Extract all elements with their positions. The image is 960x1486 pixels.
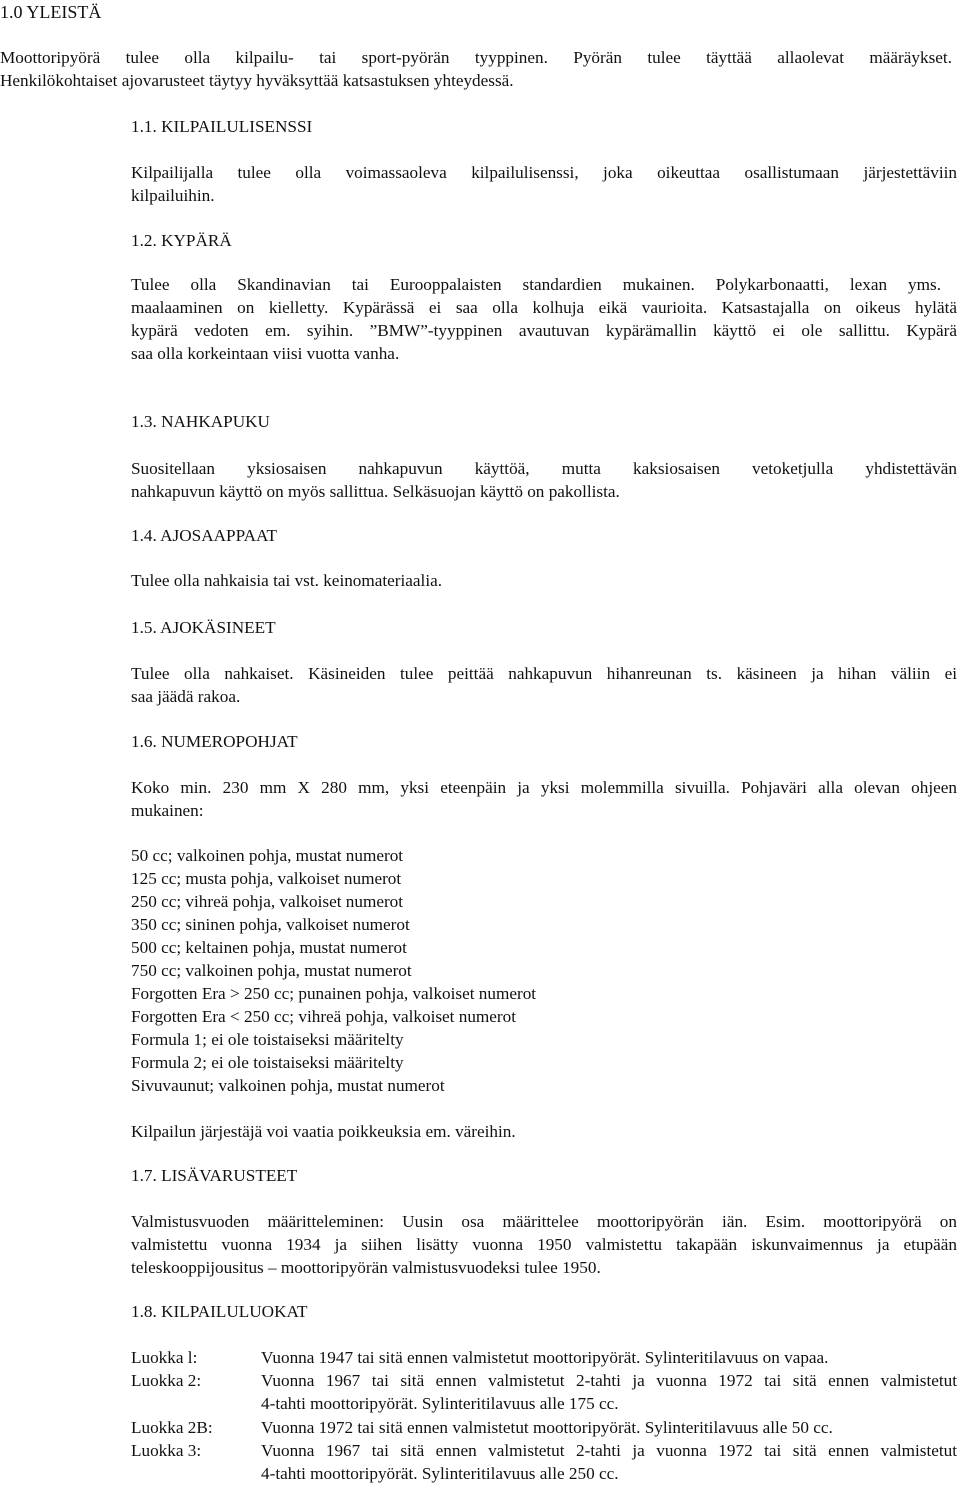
class-description: Vuonna 1967 tai sitä ennen valmistetut 2-tahti ja vuonna 1972 tai sitä ennen valmistetut [261, 1441, 957, 1460]
color-list-item: 350 cc; sininen pohja, valkoiset numerot [131, 915, 410, 934]
color-list-item: 750 cc; valkoinen pohja, mustat numerot [131, 961, 412, 980]
main-heading: 1.0 YLEISTÄ [0, 2, 102, 22]
section-heading-nahkapuku: 1.3. NAHKAPUKU [131, 412, 270, 431]
class-label: Luokka 2B: [131, 1418, 213, 1437]
paragraph-line: nahkapuvun käyttö on myös sallittua. Selkäsuojan käyttö on pakollista. [131, 482, 620, 501]
color-list-item: Formula 1; ei ole toistaiseksi määritelty [131, 1030, 404, 1049]
paragraph-line: saa jäädä rakoa. [131, 687, 241, 706]
color-list-item: 250 cc; vihreä pohja, valkoiset numerot [131, 892, 404, 911]
paragraph-line: saa olla korkeintaan viisi vuotta vanha. [131, 344, 400, 363]
class-label: Luokka 2: [131, 1371, 202, 1390]
paragraph-line: Tulee olla Skandinavian tai Eurooppalaisten standardien mukainen. Polykarbonaatti, lexan yms. [131, 275, 941, 294]
color-list-item: Formula 2; ei ole toistaiseksi määritelty [131, 1053, 404, 1072]
paragraph-line: Valmistusvuoden määritteleminen: Uusin osa määrittelee moottoripyörän iän. Esim. moottoripyörä on [131, 1212, 957, 1231]
section-heading-ajosaappaat: 1.4. AJOSAAPPAAT [131, 526, 277, 545]
color-list-item: 50 cc; valkoinen pohja, mustat numerot [131, 846, 404, 865]
paragraph-line: Kilpailijalla tulee olla voimassaoleva kilpailulisenssi, joka oikeuttaa osallistumaan järjestettäviin [131, 163, 957, 182]
paragraph-line: Suositellaan yksiosaisen nahkapuvun käyttöä, mutta kaksiosaisen vetoketjulla yhdistettävän [131, 459, 957, 478]
paragraph-line: Tulee olla nahkaisia tai vst. keinomateriaalia. [131, 571, 443, 590]
color-list-item: 125 cc; musta pohja, valkoiset numerot [131, 869, 402, 888]
section-heading-kilpailuluokat: 1.8. KILPAILULUOKAT [131, 1302, 308, 1321]
intro-line-1: Moottoripyörä tulee olla kilpailu- tai sport-pyörän tyyppinen. Pyörän tulee täyttää allaolevat määräykset. [0, 48, 952, 67]
class-description: Vuonna 1967 tai sitä ennen valmistetut 2-tahti ja vuonna 1972 tai sitä ennen valmistetut [261, 1371, 957, 1390]
section-heading-kilpailulisenssi: 1.1. KILPAILULISENSSI [131, 117, 313, 136]
paragraph-line: teleskooppijousitus – moottoripyörän valmistusvuodeksi tulee 1950. [131, 1258, 601, 1277]
class-label: Luokka l: [131, 1348, 198, 1367]
paragraph-line: mukainen: [131, 801, 204, 820]
section-heading-kypara: 1.2. KYPÄRÄ [131, 231, 232, 250]
paragraph-line: kilpailuihin. [131, 186, 215, 205]
paragraph-line: Koko min. 230 mm X 280 mm, yksi eteenpäin ja yksi molemmilla sivuilla. Pohjaväri alla olevan ohjeen [131, 778, 957, 797]
color-list-item: Sivuvaunut; valkoinen pohja, mustat numerot [131, 1076, 445, 1095]
paragraph-line: valmistettu vuonna 1934 ja siihen lisätty vuonna 1950 valmistettu takapään iskunvaimennus ja etupään [131, 1235, 957, 1254]
color-list-item: 500 cc; keltainen pohja, mustat numerot [131, 938, 407, 957]
color-list-item: Forgotten Era < 250 cc; vihreä pohja, valkoiset numerot [131, 1007, 517, 1026]
section-heading-ajokasineet: 1.5. AJOKÄSINEET [131, 618, 276, 637]
paragraph-line: maalaaminen on kielletty. Kypärässä ei saa olla kolhuja eikä vaurioita. Katsastajalla on oikeus hylätä [131, 298, 957, 317]
paragraph-line: kypärä vedoten em. syihin. ”BMW”-tyyppinen avautuvan kypärämallin käyttö ei ole sallittu. Kypärä [131, 321, 957, 340]
section-heading-lisavarusteet: 1.7. LISÄVARUSTEET [131, 1166, 298, 1185]
class-description: 4-tahti moottoripyörät. Sylinteritilavuus alle 175 cc. [261, 1394, 619, 1413]
class-description: 4-tahti moottoripyörät. Sylinteritilavuus alle 250 cc. [261, 1464, 619, 1483]
intro-line-2: Henkilökohtaiset ajovarusteet täytyy hyväksyttää katsastuksen yhteydessä. [0, 71, 514, 90]
paragraph-line: Tulee olla nahkaiset. Käsineiden tulee peittää nahkapuvun hihanreunan ts. käsineen ja hihan väliin ei [131, 664, 957, 683]
class-description: Vuonna 1947 tai sitä ennen valmistetut moottoripyörät. Sylinteritilavuus on vapaa. [261, 1348, 829, 1367]
section-heading-numeropohjat: 1.6. NUMEROPOHJAT [131, 732, 298, 751]
paragraph-line: Kilpailun järjestäjä voi vaatia poikkeuksia em. väreihin. [131, 1122, 516, 1141]
color-list-item: Forgotten Era > 250 cc; punainen pohja, valkoiset numerot [131, 984, 537, 1003]
class-description: Vuonna 1972 tai sitä ennen valmistetut moottoripyörät. Sylinteritilavuus alle 50 cc. [261, 1418, 833, 1437]
class-label: Luokka 3: [131, 1441, 202, 1460]
